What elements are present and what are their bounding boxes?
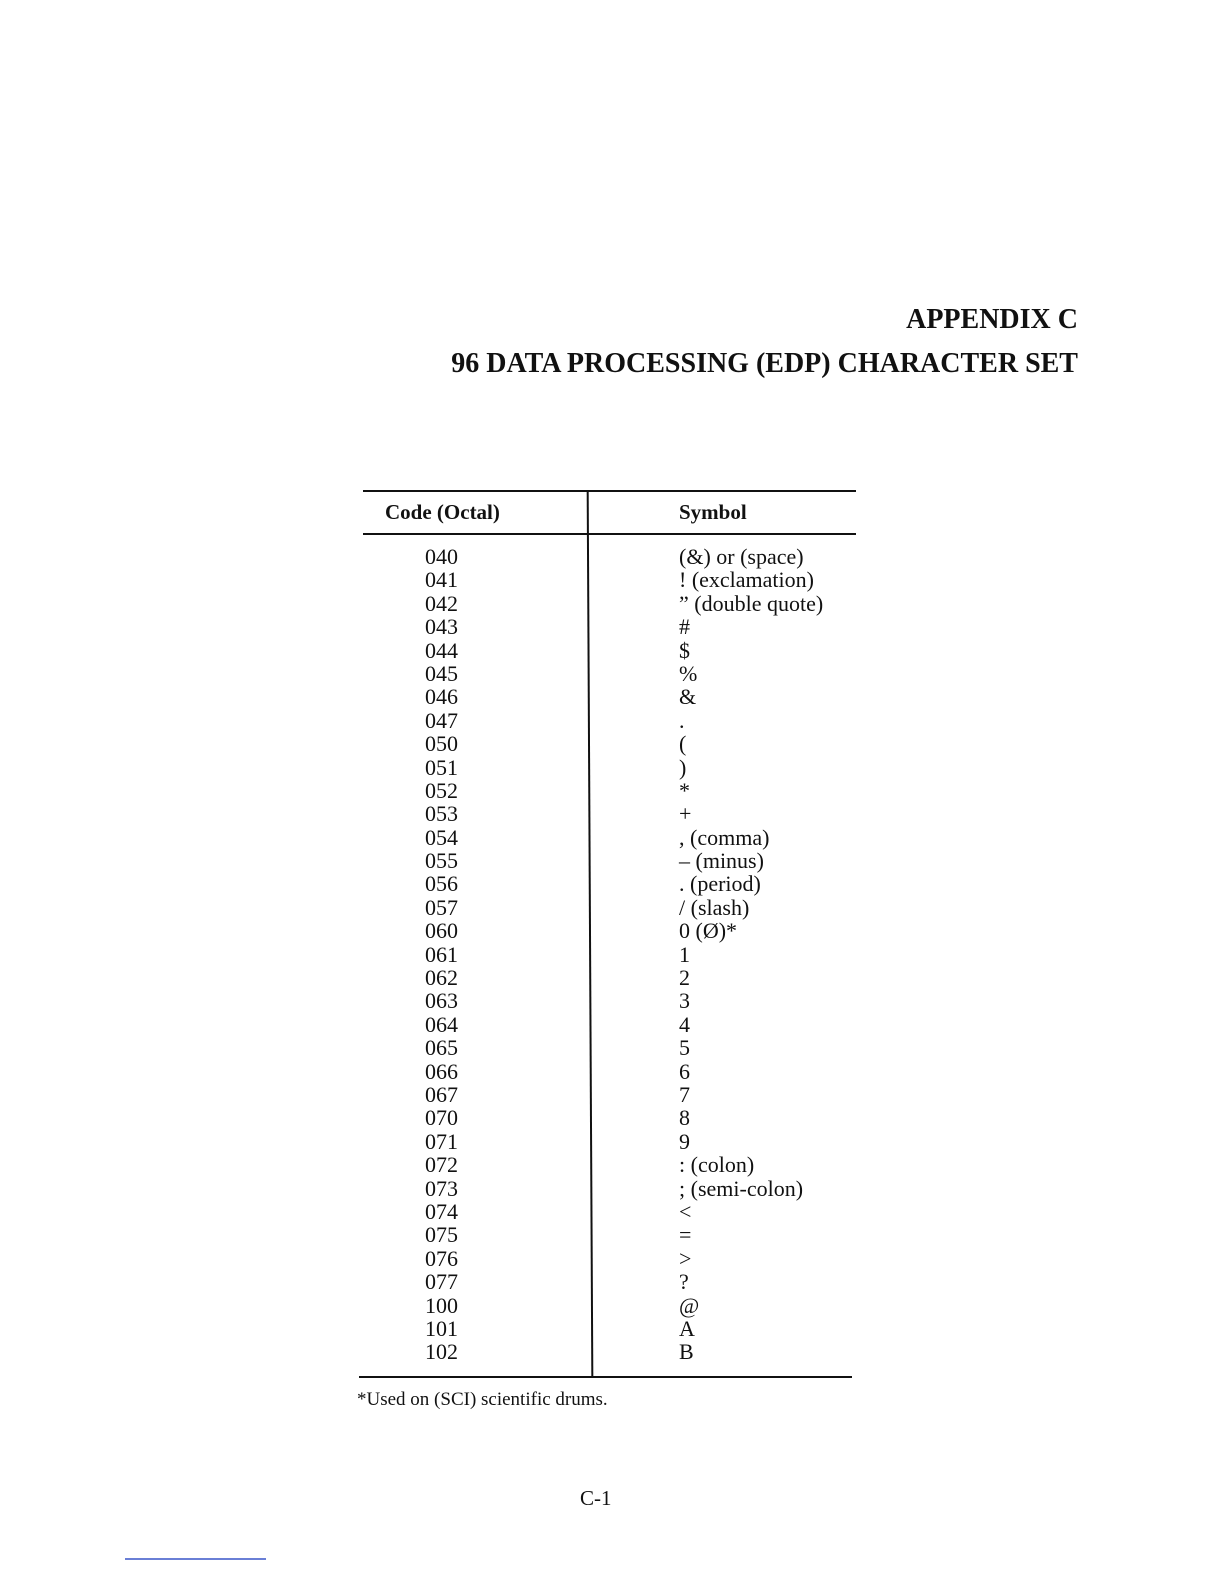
symbol-cell: > <box>679 1245 692 1271</box>
table-row <box>363 615 856 638</box>
symbol-cell: = <box>679 1222 692 1248</box>
table-row <box>363 802 856 825</box>
symbol-cell: . <box>679 707 685 733</box>
code-cell: 055 <box>425 848 458 874</box>
table-row <box>363 545 856 568</box>
symbol-cell: . (period) <box>679 871 761 897</box>
code-cell: 054 <box>425 824 458 850</box>
symbol-cell: * <box>679 777 690 803</box>
table-row <box>363 1130 856 1153</box>
table-row <box>363 849 856 872</box>
code-cell: 071 <box>425 1128 458 1154</box>
symbol-cell: 3 <box>679 988 690 1014</box>
symbol-cell: ” (double quote) <box>679 590 824 616</box>
code-cell: 052 <box>425 777 458 803</box>
table-row <box>363 1106 856 1129</box>
symbol-cell: 1 <box>679 941 690 967</box>
table-row <box>363 1247 856 1270</box>
code-cell: 076 <box>425 1245 458 1271</box>
table-row <box>363 1294 856 1317</box>
appendix-title: APPENDIX C <box>906 304 1078 335</box>
code-cell: 050 <box>425 731 458 757</box>
symbol-cell: ( <box>679 731 687 757</box>
table-row <box>363 826 856 849</box>
table-row <box>363 872 856 895</box>
symbol-cell: , (comma) <box>679 824 770 850</box>
code-cell: 051 <box>425 754 458 780</box>
table-row <box>363 1013 856 1036</box>
symbol-cell: ! (exclamation) <box>679 567 814 593</box>
code-cell: 047 <box>425 707 458 733</box>
table-row <box>363 1036 856 1059</box>
symbol-cell: ) <box>679 754 687 780</box>
table-row <box>363 568 856 591</box>
symbol-cell: : (colon) <box>679 1152 755 1178</box>
code-cell: 066 <box>425 1058 458 1084</box>
code-cell: 077 <box>425 1269 458 1295</box>
symbol-cell: $ <box>679 637 690 663</box>
table-header-rule <box>363 533 856 535</box>
table-row <box>363 1200 856 1223</box>
code-cell: 045 <box>425 660 458 686</box>
code-cell: 102 <box>425 1339 458 1365</box>
code-cell: 062 <box>425 965 458 991</box>
table-row <box>363 989 856 1012</box>
symbol-cell: 2 <box>679 965 690 991</box>
table-row <box>363 592 856 615</box>
code-cell: 065 <box>425 1035 458 1061</box>
symbol-cell: – (minus) <box>679 848 764 874</box>
table-row <box>363 685 856 708</box>
symbol-cell: 9 <box>679 1128 690 1154</box>
code-cell: 063 <box>425 988 458 1014</box>
symbol-cell: < <box>679 1198 692 1224</box>
code-cell: 072 <box>425 1152 458 1178</box>
symbol-cell: (&) or (space) <box>679 544 804 569</box>
code-cell: 070 <box>425 1105 458 1131</box>
code-cell: 060 <box>425 918 458 944</box>
page-number: C-1 <box>580 1486 612 1510</box>
code-cell: 067 <box>425 1081 458 1107</box>
table-row <box>363 1060 856 1083</box>
column-header-code: Code (Octal) <box>385 500 500 524</box>
code-cell: 061 <box>425 941 458 967</box>
code-cell: 100 <box>425 1292 458 1318</box>
symbol-cell: ; (semi-colon) <box>679 1175 804 1201</box>
table-row <box>363 1223 856 1246</box>
symbol-cell: 0 (Ø)* <box>679 918 738 944</box>
symbol-cell: A <box>679 1315 695 1341</box>
table-row <box>363 943 856 966</box>
code-cell: 046 <box>425 684 458 710</box>
symbol-cell: @ <box>679 1292 700 1318</box>
table-row <box>363 896 856 919</box>
code-cell: 042 <box>425 590 458 616</box>
code-cell: 044 <box>425 637 458 663</box>
code-cell: 040 <box>425 544 458 569</box>
symbol-cell: 8 <box>679 1105 690 1131</box>
table-row <box>363 966 856 989</box>
scan-mark-line <box>125 1558 266 1560</box>
table-row <box>363 1270 856 1293</box>
table-row <box>363 1153 856 1176</box>
table-bottom-rule <box>359 1376 852 1378</box>
symbol-cell: & <box>679 684 697 710</box>
code-cell: 074 <box>425 1198 458 1224</box>
symbol-cell: B <box>679 1339 694 1365</box>
table-row <box>363 1177 856 1200</box>
footnote: *Used on (SCI) scientific drums. <box>357 1389 608 1410</box>
code-cell: 043 <box>425 614 458 640</box>
table-row <box>363 779 856 802</box>
code-cell: 053 <box>425 801 458 827</box>
table-row <box>363 662 856 685</box>
table-row <box>363 709 856 732</box>
symbol-cell: # <box>679 614 690 640</box>
symbol-cell: 7 <box>679 1081 690 1107</box>
code-cell: 057 <box>425 894 458 920</box>
table-row <box>363 1083 856 1106</box>
symbol-cell: 4 <box>679 1011 690 1037</box>
page-title: 96 DATA PROCESSING (EDP) CHARACTER SET <box>451 348 1078 379</box>
table-row <box>363 919 856 942</box>
code-cell: 056 <box>425 871 458 897</box>
table-row <box>363 1317 856 1340</box>
table-top-rule <box>363 490 856 492</box>
symbol-cell: 5 <box>679 1035 690 1061</box>
table-row <box>363 756 856 779</box>
symbol-cell: % <box>679 660 698 686</box>
table-row <box>363 1340 856 1363</box>
code-cell: 075 <box>425 1222 458 1248</box>
table-row <box>363 732 856 755</box>
code-cell: 064 <box>425 1011 458 1037</box>
code-cell: 041 <box>425 567 458 593</box>
column-header-symbol: Symbol <box>679 500 747 524</box>
table-row <box>363 639 856 662</box>
symbol-cell: + <box>679 801 692 827</box>
table-body <box>363 545 856 1364</box>
symbol-cell: 6 <box>679 1058 690 1084</box>
character-set-table <box>363 490 856 1379</box>
code-cell: 101 <box>425 1315 458 1341</box>
symbol-cell: ? <box>679 1269 689 1295</box>
symbol-cell: / (slash) <box>679 894 750 920</box>
code-cell: 073 <box>425 1175 458 1201</box>
